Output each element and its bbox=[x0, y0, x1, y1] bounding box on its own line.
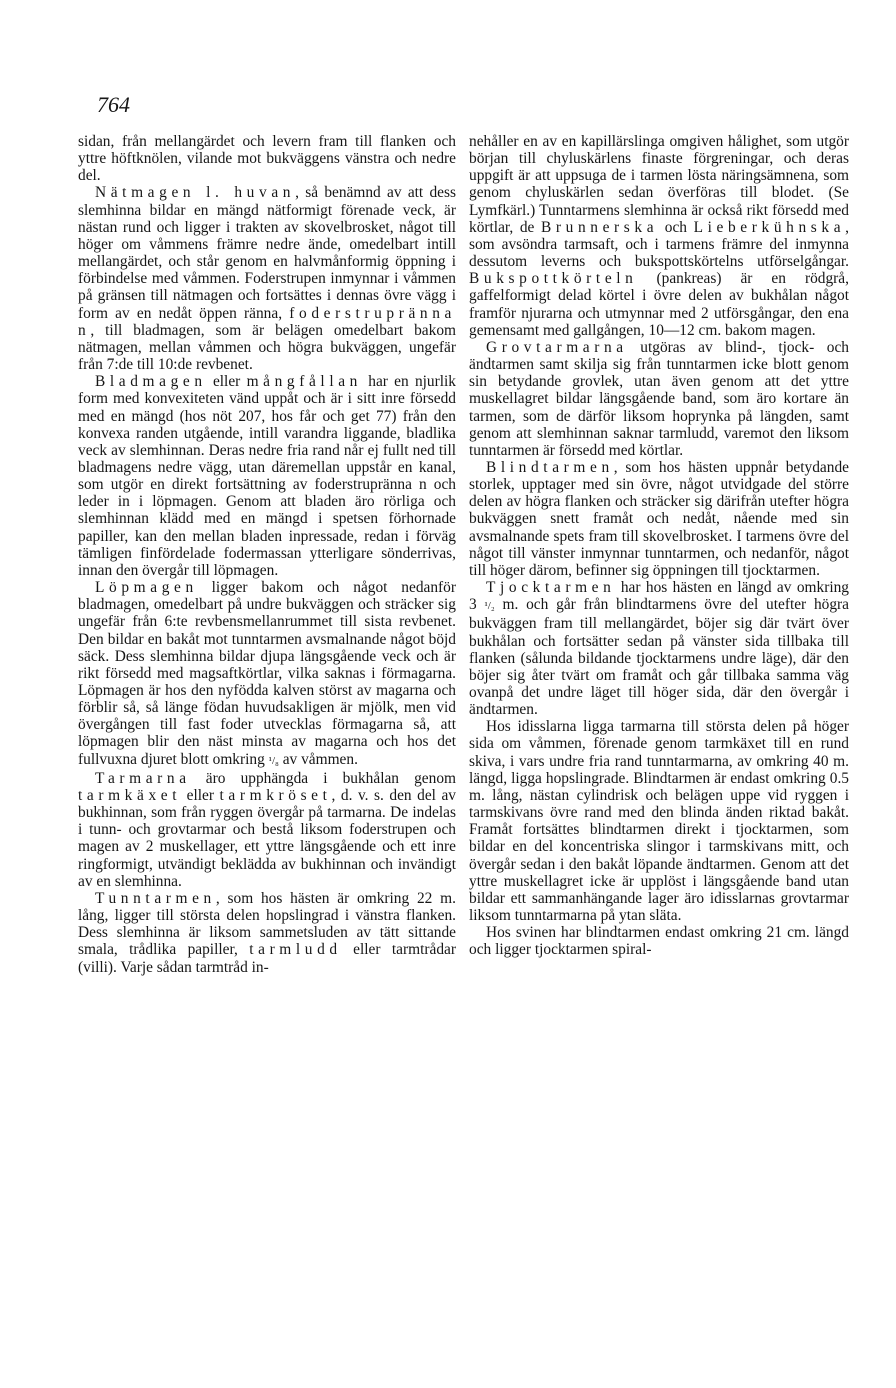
spaced-term: tarmkröset bbox=[219, 786, 332, 804]
text-run: , så benämnd av att dess slemhinna bildar en mängd nätformigt förenade veck, är nästan rund och ligger i trakten av skovelbrosket, något till höger om våmmens främre nedre ände, omedelbart intill mellangärdet, och står genom en halvmånformig öppning i förbindelse med våmmen. Foderstrupen inmynnar i våmmen på gränsen till nätmagen och fortsättes i dennas övre vägg i form av en nedåt öppen ränna, bbox=[78, 184, 456, 322]
paragraph bbox=[469, 579, 849, 718]
paragraph bbox=[78, 579, 456, 770]
text-run: nehåller en av en kapillärslinga omgiven hålighet, som utgör början till chyluskärlens finaste förgreningar, och deras uppgift är att uppsuga de i tarmen lösta näringsämnena, som genom chyluskärlen sedan överföras till blodet. (Se Lymfkärl.) Tunntarmens slemhinna är också rikt försedd med körtlar, de bbox=[469, 133, 849, 236]
spaced-term: tarmludd bbox=[249, 941, 342, 959]
text-run: , som hos hästen är omkring 22 m. lång, ligger till största delen hopslingrad i vänstra flanken. Dess slemhinna är liksom sammetsluden av tätt sittande smala, trådlika papiller, bbox=[78, 889, 456, 959]
text-run: har en njurlik form med konvexiteten vänd uppåt och är i sitt inre försedd med en mängd (hos nöt 207, hos får och get 77) från den konvexa randen utgående, intill varandra liggande, bladlika veck av slemhinnan. Deras nedre fria rand når ej fullt ned till bladmagens nedre vägg, utan däremellan uppstår en kanal, som utgör en direkt fortsättning av foderstrupränna n och leder in i löpmagen. Genom att bladen äro rörliga och slemhinnan klädd med en mängd i spetsen förhornade papiller, kan den mellan bladen inpressade, redan i förväg tämligen finfördelade fodermassan ytterligare sönderrivas, innan den övergår till löpmagen. bbox=[78, 373, 456, 579]
paragraph bbox=[469, 339, 849, 459]
spaced-term: Blindtarmen bbox=[486, 458, 614, 476]
text-run: äro upphängda i bukhålan genom bbox=[190, 769, 456, 787]
spaced-term: Brunnerska bbox=[541, 218, 659, 236]
left-column bbox=[78, 133, 456, 976]
text-run: , till bladmagen, som är belägen omedelbart bakom nätmagen, mellan våmmen och högra bukväggen, ungefär från 7:de till 10:de revbenet. bbox=[78, 321, 456, 374]
paragraph bbox=[78, 890, 456, 976]
spaced-term: foderstrupränna n bbox=[78, 304, 456, 339]
page-number: 764 bbox=[97, 92, 130, 117]
spaced-term: Nätmagen l. huvan bbox=[95, 184, 296, 202]
paragraph bbox=[78, 373, 456, 579]
paragraph bbox=[78, 133, 456, 184]
paragraph bbox=[469, 924, 849, 958]
text-run: , d. v. s. den del av bukhinnan, som från ryggen övergår på tarmarna. De indelas i tunn- och grovtarmar och bestå liksom foderstrupen och magen av 2 muskellager, ett yttre längsgående och ett inre ringformigt, utvändigt beklädda av bukhinnan och invändigt av en slemhinna. bbox=[78, 786, 456, 890]
paragraph bbox=[469, 718, 849, 924]
text-run: och bbox=[658, 218, 694, 236]
spaced-term: Grovtarmarna bbox=[486, 338, 628, 356]
paragraph bbox=[78, 770, 456, 890]
spaced-term: mångfållan bbox=[246, 373, 362, 391]
text-run: ligger bakom och något nedanför bladmagen, omedelbart på undre bukväggen och sträcker sig ungefär från 6:te revbensmellanrummet till sista revbenet. Den bildar en bakåt mot tunntarmen avsmalnande något böjd säck. Dess slemhinna bildar djupa längsgående veck och är rikt försedd med magsaftkörtlar, vilka saknas i förmagarna. Löpmagen är hos den nyfödda kalven störst av magarna och förblir så, så länge födan huvudsakligen är mjölk, men vid övergången till fast foder utvecklas förmagarna så, att löpmagen blir den näst minsta av magarna och hos det fullvuxna djuret blott omkring bbox=[78, 579, 456, 768]
text-run: m. och går från blindtarmens övre del utefter högra bukväggen fram till mellangärdet, böjer sig där tvärt över bukhålan och fortsätter sedan på vänster sida tillbaka till flanken (sålunda bildande tjocktarmens undre läge), där den böjer sig åter tvärt om framåt och går tillbaka samma väg ovanpå det undre läget till höger sida, där den övergår i ändtarmen. bbox=[469, 596, 850, 719]
text-run: utgöras av blind-, tjock- och ändtarmen samt skilja sig från tunntarmen icke blott genom sin betydande grovlek, utan även genom att det yttre muskellagret bildar längsgående band, som äro kortare än tarmen, som de därför liksom hoprynka på längden, samt genom att slemhinnan saknar tarmludd, varemot den liksom tunntarmen är försedd med körtlar. bbox=[469, 338, 849, 459]
paragraph bbox=[469, 459, 849, 579]
paragraph bbox=[469, 133, 849, 339]
spaced-term: tarmkäxet bbox=[78, 786, 182, 804]
text-run: eller tarmtrådar (villi). Varje sådan tarmtråd in- bbox=[78, 941, 456, 976]
text-run: eller bbox=[206, 373, 247, 391]
spaced-term: Tjocktarmen bbox=[486, 579, 616, 597]
text-run: eller bbox=[181, 786, 220, 804]
spaced-term: Tunntarmen bbox=[95, 889, 216, 907]
text-run: (pankreas) är en rödgrå, gaffelformigt delad körtel i övre delen av bukhålan något framför njurarna och utmynnar med 2 utförsgångar, den ena gemensamt med gallgången, 10—12 cm. bakom magen. bbox=[469, 270, 849, 339]
text-run: av våmmen. bbox=[278, 750, 358, 768]
paragraph bbox=[78, 184, 456, 373]
right-column bbox=[469, 133, 849, 959]
text-run: sidan, från mellangärdet och levern fram till flanken och yttre höftknölen, vilande mot bukväggens vänstra och nedre del. bbox=[78, 133, 456, 185]
spaced-term: Tarmarna bbox=[95, 769, 191, 787]
spaced-term: Lieberkühnska bbox=[693, 218, 846, 236]
spaced-term: Bukspottkörteln bbox=[469, 270, 638, 288]
fraction: ¹/₈ bbox=[268, 754, 279, 767]
spaced-term: Löpmagen bbox=[95, 579, 198, 597]
text-run: , som avsöndra tarmsaft, och i tarmens främre del inmynna dessutom leverns och bukspottskörtelns utförselgångar. bbox=[469, 218, 850, 271]
fraction: ¹/₂ bbox=[484, 600, 495, 613]
text-run: Hos svinen har blindtarmen endast omkring 21 cm. längd och ligger tjocktarmen spiral- bbox=[469, 924, 849, 959]
spaced-term: Bladmagen bbox=[95, 373, 207, 391]
text-run: har hos hästen en längd av omkring 3 bbox=[469, 579, 849, 614]
text-run: Hos idisslarna ligga tarmarna till största delen på höger sida om våmmen, förenade genom tarmkäxet till en rund skiva, i vars undre fria rand tunntarmarna, av omkring 40 m. längd, ligga hopslingrade. Blindtarmen är endast omkring 0.5 m. lång, nästan cylindrisk och belägen uppe vid ryggen i tarmskivans övre rand med den blinda änden riktad bakåt. Framåt fortsättes blindtarmen direkt i tjocktarmen, som bildar en del koncentriska slingor i tarmskivans mitt, och övergår sedan i den bakåt löpande ändtarmen. Genom att det yttre muskellagret icke är upplöst i längsgående band utan bildar ett sammanhängande lager äro idisslarnas grovtarmar liksom tunntarmarna på ytan släta. bbox=[469, 718, 849, 925]
text-run: , som hos hästen uppnår betydande storlek, upptager med sin övre, något utvidgade del större delen av högra flanken och sträcker sig därifrån utefter högra bukväggen snett framåt och nedåt, nående med sin avsmalnande spets fram till skovelbrosket. I tarmens övre del något till vänster inmynnar tunntarmen, och nedanför, något till höger därom, befinner sig öppningen till tjocktarmen. bbox=[469, 458, 849, 579]
